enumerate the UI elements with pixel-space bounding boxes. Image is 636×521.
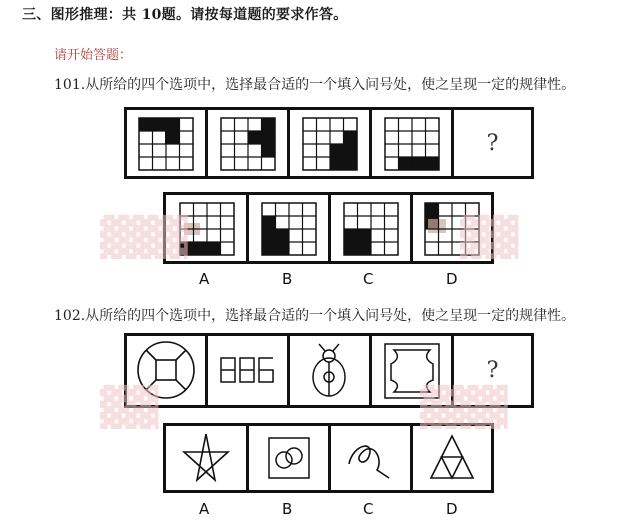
grid-figure-option-c	[331, 195, 410, 261]
triangle-figure	[413, 426, 491, 490]
q101-option-label-a: A	[199, 270, 210, 288]
grid-figure-3	[290, 110, 369, 176]
q102-stimulus-panel-2	[205, 333, 290, 408]
section-title: 三、图形推理：共 10题。请按每道题的要求作答。	[22, 7, 348, 23]
intro-text: 请开始答题：	[54, 48, 133, 63]
q101-stimulus-panel-3	[287, 107, 372, 179]
q101-option-label-b: B	[282, 270, 293, 288]
question-102-text: 102.从所给的四个选项中，选择最合适的一个填入问号处，使之呈现一定的规律性。	[54, 308, 576, 324]
grid-figure-1	[127, 110, 205, 176]
q102-option-panel-a[interactable]	[163, 423, 249, 493]
star-figure	[166, 426, 246, 490]
watermark-graphic: ▓▓	[460, 215, 519, 259]
q102-stimulus-panel-3	[287, 333, 372, 408]
circles-in-square-figure	[249, 426, 328, 490]
q102-option-label-d: D	[446, 500, 458, 518]
q102-option-label-b: B	[282, 500, 293, 518]
q101-stimulus-panel-1	[124, 107, 208, 179]
q102-option-panel-d[interactable]	[410, 423, 494, 493]
watermark-graphic: ▓▓▓	[420, 385, 508, 429]
question-mark: ?	[486, 358, 499, 383]
grid-figure-2	[208, 110, 287, 176]
q101-stimulus-panel-2	[205, 107, 290, 179]
q102-option-label-c: C	[363, 500, 374, 518]
q101-option-label-d: D	[446, 270, 458, 288]
q101-option-panel-c[interactable]	[328, 192, 413, 264]
digit-shapes-figure	[208, 336, 287, 405]
q101-question-panel	[451, 107, 534, 179]
q102-option-label-a: A	[199, 500, 210, 518]
loop-curve-figure	[331, 426, 410, 490]
q101-stimulus-panel-4	[369, 107, 454, 179]
ladybug-figure	[290, 336, 369, 405]
grid-figure-4	[372, 110, 451, 176]
grid-figure-option-b	[249, 195, 328, 261]
question-101-text: 101.从所给的四个选项中，选择最合适的一个填入问号处，使之呈现一定的规律性。	[54, 77, 576, 93]
q102-option-panel-b[interactable]	[246, 423, 331, 493]
question-mark: ?	[486, 130, 499, 156]
watermark-graphic: ▓▓▓	[100, 215, 188, 259]
q101-option-panel-b[interactable]	[246, 192, 331, 264]
watermark-graphic: ▓▓	[100, 385, 159, 429]
q102-option-panel-c[interactable]	[328, 423, 413, 493]
q101-option-label-c: C	[363, 270, 374, 288]
